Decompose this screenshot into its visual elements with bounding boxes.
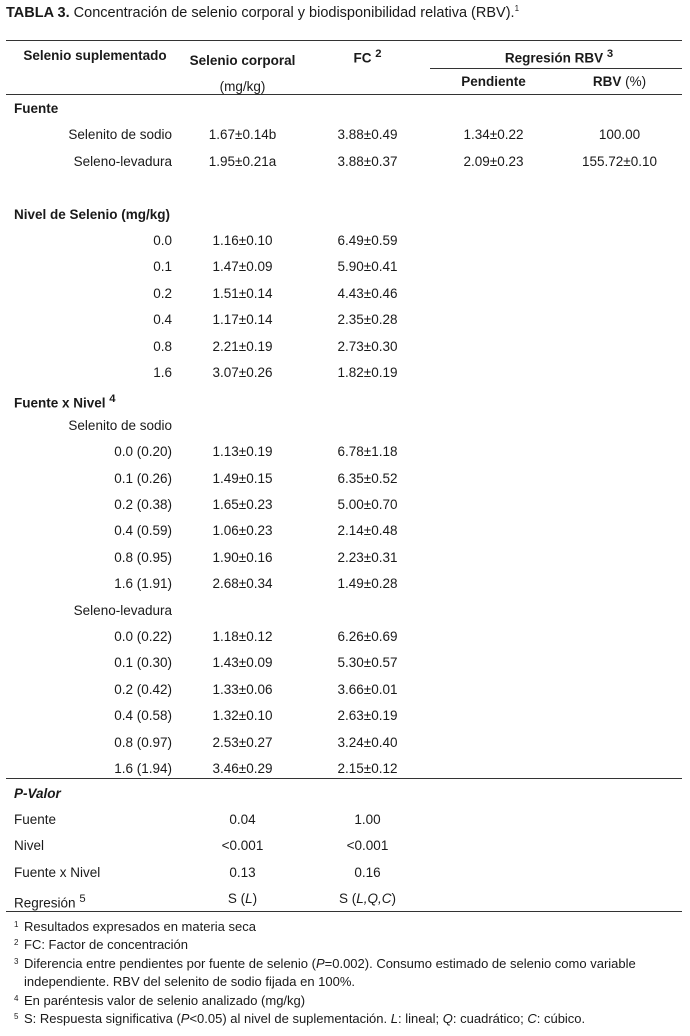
- footnote: [14, 1010, 674, 1028]
- row-label: 0.4 (0.59): [114, 523, 172, 539]
- cell-fc: 2.73±0.30: [337, 338, 398, 354]
- table-row: [0, 100, 690, 126]
- table-row: [0, 153, 690, 179]
- footnote: [14, 955, 674, 992]
- italic-term: L: [245, 891, 253, 907]
- cell-fc: 5.90±0.41: [337, 259, 398, 275]
- table-row: [0, 417, 690, 443]
- cell-fc: 3.24±0.40: [337, 734, 398, 750]
- top-rule: [6, 40, 682, 41]
- footnote-mark: 4: [109, 393, 116, 406]
- cell-body-selenium: 1.51±0.14: [212, 285, 273, 301]
- footnote: [14, 992, 674, 1010]
- pvalue-row: [0, 811, 690, 837]
- cell-fc: <0.001: [346, 838, 389, 854]
- cell-rbv: 100.00: [598, 127, 641, 143]
- row-section-label: Nivel de Selenio (mg/kg): [14, 206, 171, 222]
- row-label: 0.0 (0.22): [114, 629, 172, 644]
- cell-fc: 4.43±0.46: [337, 285, 398, 301]
- table-row: [0, 179, 690, 205]
- cell-body-selenium: 2.21±0.19: [212, 338, 273, 354]
- cell-body-selenium: <0.001: [221, 838, 264, 854]
- cell-slope: 1.34±0.22: [463, 127, 524, 143]
- table-row: [0, 285, 690, 311]
- header-rbv: RBV (%): [592, 74, 647, 89]
- pvalue-label: Regresión $^5$: [14, 893, 86, 911]
- cell-fc: 1.82±0.19: [337, 365, 398, 380]
- italic-term: L: [390, 1011, 398, 1027]
- row-label: 0.8 (0.97): [114, 734, 172, 750]
- cell-body-selenium: 1.47±0.09: [212, 259, 273, 275]
- row-label: 0.1 (0.30): [114, 655, 172, 671]
- cell-body-selenium: 1.43±0.09: [212, 655, 273, 671]
- cell-body-selenium: 3.07±0.26: [212, 365, 273, 380]
- cell-body-selenium: 2.53±0.27: [212, 734, 273, 750]
- table-row: [0, 364, 690, 390]
- pvalue-row: [0, 837, 690, 863]
- cell-fc: 6.49±0.59: [337, 233, 398, 248]
- footnote: [14, 918, 674, 936]
- footnote-text: Resultados expresados en materia seca: [24, 919, 256, 934]
- cell-body-selenium: 1.17±0.14: [212, 312, 273, 328]
- cell-fc: 2.14±0.48: [337, 523, 398, 539]
- pvalue-label: Nivel: [14, 838, 45, 854]
- cell-body-selenium: 0.13: [229, 864, 256, 880]
- table-row: [0, 206, 690, 232]
- cell-body-selenium: S (L): [227, 891, 258, 907]
- italic-term: Q: [442, 1011, 453, 1027]
- cell-body-selenium: 1.13±0.19: [212, 444, 273, 460]
- cell-body-selenium: 1.95±0.21a: [208, 153, 277, 169]
- italic-term: P: [180, 1011, 190, 1027]
- pvalue-label: Fuente x Nivel: [14, 864, 101, 880]
- row-label: 0.4 (0.58): [114, 708, 172, 724]
- row-section-label: Fuente x Nivel $^4$: [14, 393, 116, 411]
- row-label: 1.6: [153, 365, 172, 380]
- footnote-number: 5: [14, 1012, 19, 1022]
- table-row: [0, 734, 690, 760]
- cell-fc: S (L,Q,C): [338, 891, 397, 907]
- cell-body-selenium: 1.49±0.15: [212, 470, 273, 486]
- row-label: 0.0: [153, 233, 172, 248]
- footnote-number: 4: [14, 993, 19, 1003]
- table-row: [0, 575, 690, 601]
- pvalue-label: Fuente: [14, 812, 57, 827]
- cell-fc: 3.88±0.37: [337, 153, 398, 169]
- pvalue-row: [0, 864, 690, 890]
- cell-fc: 2.15±0.12: [337, 761, 398, 776]
- footnote-mark: 5: [79, 893, 86, 906]
- row-section-label: Fuente: [14, 101, 59, 116]
- cell-slope: 2.09±0.23: [463, 153, 524, 169]
- cell-body-selenium: 1.90±0.16: [212, 549, 273, 565]
- cell-body-selenium: 1.16±0.10: [212, 233, 273, 248]
- cell-fc: 6.26±0.69: [337, 629, 398, 644]
- footnote-number: 3: [14, 956, 19, 966]
- footnote-text: FC: Factor de concentración: [24, 937, 189, 953]
- cell-rbv: 155.72±0.10: [582, 153, 657, 169]
- row-label: 1.6 (1.94): [114, 761, 172, 776]
- row-label: 0.2 (0.38): [114, 497, 172, 512]
- cell-body-selenium: 0.04: [229, 812, 256, 827]
- table-row: [0, 390, 690, 416]
- table-row: [0, 522, 690, 548]
- row-label: 0.1 (0.26): [114, 470, 172, 486]
- cell-fc: 1.00: [354, 812, 381, 827]
- table-row: [0, 496, 690, 522]
- footnote-number: 1: [14, 920, 19, 929]
- cell-body-selenium: 2.68±0.34: [212, 576, 273, 592]
- footnotes: [14, 918, 674, 1028]
- cell-fc: 0.16: [354, 864, 381, 880]
- footnote-text: En paréntesis valor de selenio analizado (mg/kg): [24, 992, 306, 1008]
- header-slope: Pendiente: [461, 74, 526, 89]
- table-row: [0, 707, 690, 733]
- italic-term: C: [527, 1011, 537, 1027]
- table-row: [0, 654, 690, 680]
- row-label: 0.8: [153, 338, 172, 354]
- pvalue-heading-row: [0, 785, 690, 811]
- row-label: 0.1: [153, 259, 172, 275]
- cell-body-selenium: 1.06±0.23: [212, 523, 273, 539]
- footnote-text: Diferencia entre pendientes por fuente de selenio (P=0.002). Consumo estimado de selenio como variable independiente. RBV del selenito de sodio fijada en 100%.: [24, 955, 636, 990]
- table-number: TABLA 3.: [6, 4, 70, 21]
- cell-fc: 2.35±0.28: [337, 312, 398, 328]
- bottom-rule: [6, 911, 682, 912]
- table-row: [0, 549, 690, 575]
- table-row: [0, 470, 690, 496]
- cell-fc: 5.00±0.70: [337, 497, 398, 512]
- cell-fc: 3.88±0.49: [337, 127, 398, 143]
- table-row: [0, 258, 690, 284]
- cell-fc: 3.66±0.01: [337, 681, 398, 697]
- title-footnote-mark: 1: [514, 4, 520, 13]
- rbv-group-rule: [430, 68, 682, 69]
- row-label: Selenito de sodio: [68, 127, 172, 143]
- row-label: Seleno-levadura: [73, 602, 172, 618]
- table-row: [0, 628, 690, 654]
- pvalue-rule: [6, 778, 682, 779]
- cell-body-selenium: 1.33±0.06: [212, 681, 273, 697]
- row-label: Seleno-levadura: [73, 153, 172, 169]
- footnote: [14, 936, 674, 954]
- italic-term: L,Q,C: [356, 891, 392, 907]
- table-row: [0, 681, 690, 707]
- cell-fc: 2.63±0.19: [337, 708, 398, 724]
- row-label: Selenito de sodio: [68, 417, 172, 433]
- cell-body-selenium: 1.65±0.23: [212, 497, 273, 512]
- table-row: [0, 338, 690, 364]
- cell-body-selenium: 1.18±0.12: [212, 629, 273, 644]
- cell-body-selenium: 3.46±0.29: [212, 761, 273, 776]
- cell-fc: 5.30±0.57: [337, 655, 398, 671]
- cell-body-selenium: 1.67±0.14b: [208, 127, 277, 143]
- row-label: 0.2: [153, 285, 172, 301]
- row-label: 0.2 (0.42): [114, 681, 172, 697]
- header-rbv-group: Regresión RBV $^3$: [504, 48, 614, 66]
- italic-term: P: [315, 955, 325, 971]
- cell-fc: 6.78±1.18: [337, 444, 398, 460]
- footnote-number: 2: [14, 938, 19, 948]
- cell-fc: 1.49±0.28: [337, 576, 398, 592]
- pvalue-heading: P-Valor: [14, 786, 61, 801]
- footnote-text: S: Respuesta significativa (P<0.05) al nivel de suplementación. L: lineal; Q: cuadrático; C: cúbico.: [24, 1011, 586, 1027]
- header-fc: FC $^2$: [353, 48, 382, 66]
- pvalue-row: [0, 890, 690, 916]
- table-row: [0, 443, 690, 469]
- row-label: 0.0 (0.20): [114, 444, 172, 460]
- cell-fc: 2.23±0.31: [337, 549, 398, 565]
- table-title: [6, 4, 686, 21]
- row-label: 0.4: [153, 312, 172, 328]
- table-caption: Concentración de selenio corporal y biodisponibilidad relativa (RBV).: [73, 4, 515, 21]
- header-body-selenium: Selenio corporal (mg/kg): [189, 53, 296, 94]
- table-row: [0, 232, 690, 258]
- header-source: Selenio suplementado: [23, 48, 167, 63]
- cell-body-selenium: 1.32±0.10: [212, 708, 273, 724]
- table-row: [0, 311, 690, 337]
- row-label: 0.8 (0.95): [114, 549, 172, 565]
- table-row: [0, 760, 690, 786]
- table-row: [0, 602, 690, 628]
- row-label: 1.6 (1.91): [114, 576, 172, 592]
- table-row: [0, 126, 690, 152]
- cell-fc: 6.35±0.52: [337, 470, 398, 486]
- header-rule: [6, 94, 682, 95]
